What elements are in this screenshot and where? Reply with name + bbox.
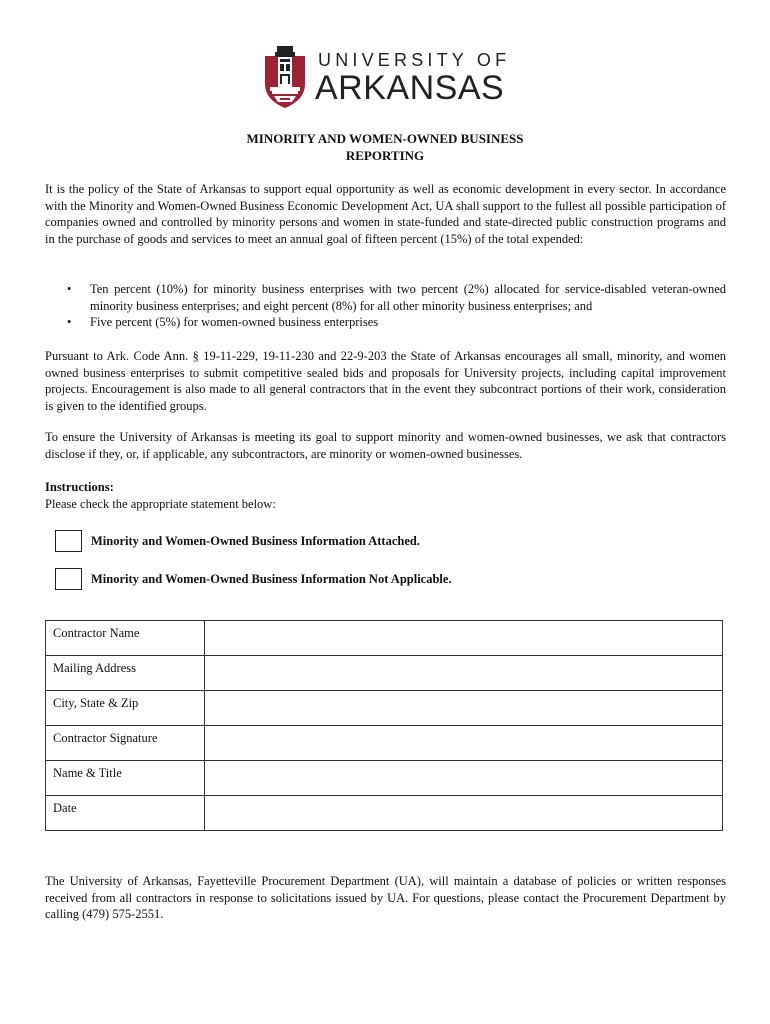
attached-label: Minority and Women-Owned Business Information Attached. bbox=[91, 533, 420, 548]
option-attached[interactable] bbox=[55, 530, 420, 552]
table-row bbox=[46, 691, 723, 726]
pursuant-paragraph: Pursuant to Ark. Code Ann. § 19-11-229, 19-11-230 and 22-9-203 the State of Arkansas encourages all small, minority, and women owned business enterprises to submit competitive sealed bids and proposals for University projects, including capital improvement projects. Encouragement is also made to all general contractors that in the event they subcontract portions of their work, consideration is given to the identified groups. bbox=[45, 349, 726, 413]
table-row bbox=[46, 796, 723, 831]
list-item-text: Five percent (5%) for women-owned business enterprises bbox=[90, 315, 379, 329]
list-item bbox=[45, 281, 726, 314]
contractor-signature-label: Contractor Signature bbox=[46, 726, 205, 761]
ensure-paragraph: To ensure the University of Arkansas is meeting its goal to support minority and women-owned businesses, we ask that contractors disclose if they, or, if applicable, any subcontractors, are minority or women-owned businesses. bbox=[45, 430, 726, 461]
logo-arkansas: ARKANSAS bbox=[315, 69, 505, 107]
instructions-heading: Instructions: bbox=[45, 480, 114, 494]
title-line-2: REPORTING bbox=[345, 148, 425, 163]
contractor-info-table bbox=[45, 620, 723, 831]
attached-checkbox[interactable] bbox=[55, 530, 82, 552]
city-state-zip-field[interactable] bbox=[205, 691, 723, 726]
bullet-icon: • bbox=[67, 315, 72, 329]
footer-paragraph: The University of Arkansas, Fayetteville Procurement Department (UA), will maintain a database of policies or written responses received from all contractors in response to solicitations issued by UA. For questions, please contact the Procurement Department by calling (479) 575-2551. bbox=[45, 874, 726, 921]
name-title-field[interactable] bbox=[205, 761, 723, 796]
list-item-text: Ten percent (10%) for minority business enterprises with two percent (2%) allocated for service-disabled veteran-owned minority business enterprises; and eight percent (8%) for all other minority business enterprises; and bbox=[90, 282, 726, 313]
list-item bbox=[45, 314, 726, 331]
contractor-name-label: Contractor Name bbox=[46, 621, 205, 656]
date-label: Date bbox=[46, 796, 205, 831]
goal-list bbox=[45, 281, 726, 331]
table-row bbox=[46, 726, 723, 761]
name-title-label: Name & Title bbox=[46, 761, 205, 796]
date-field[interactable] bbox=[205, 796, 723, 831]
old-main-tower-icon bbox=[262, 44, 308, 110]
instructions bbox=[45, 479, 276, 512]
contractor-signature-field[interactable] bbox=[205, 726, 723, 761]
table-row bbox=[46, 621, 723, 656]
mailing-address-field[interactable] bbox=[205, 656, 723, 691]
table-row bbox=[46, 656, 723, 691]
contractor-name-field[interactable] bbox=[205, 621, 723, 656]
not-applicable-checkbox[interactable] bbox=[55, 568, 82, 590]
option-not-applicable[interactable] bbox=[55, 568, 452, 590]
city-state-zip-label: City, State & Zip bbox=[46, 691, 205, 726]
instructions-text: Please check the appropriate statement below: bbox=[45, 496, 276, 511]
university-logo bbox=[262, 44, 522, 110]
intro-paragraph: It is the policy of the State of Arkansas to support equal opportunity as well as economic development in every sector. In accordance with the Minority and Women-Owned Business Economic Development Act, UA shall support to the fullest all possible participation of companies owned and controlled by minority persons and women in state-funded and state-directed public construction programs and in the purchase of goods and services to meet an annual goal of fifteen percent (15%) of the total expended: bbox=[45, 182, 726, 246]
title-line-1: MINORITY AND WOMEN-OWNED BUSINESS bbox=[246, 131, 524, 146]
not-applicable-label: Minority and Women-Owned Business Information Not Applicable. bbox=[91, 571, 452, 586]
table-row bbox=[46, 761, 723, 796]
mailing-address-label: Mailing Address bbox=[46, 656, 205, 691]
bullet-icon: • bbox=[67, 282, 72, 296]
page-title bbox=[0, 130, 770, 164]
logo-university-of: UNIVERSITY OF bbox=[318, 50, 511, 70]
